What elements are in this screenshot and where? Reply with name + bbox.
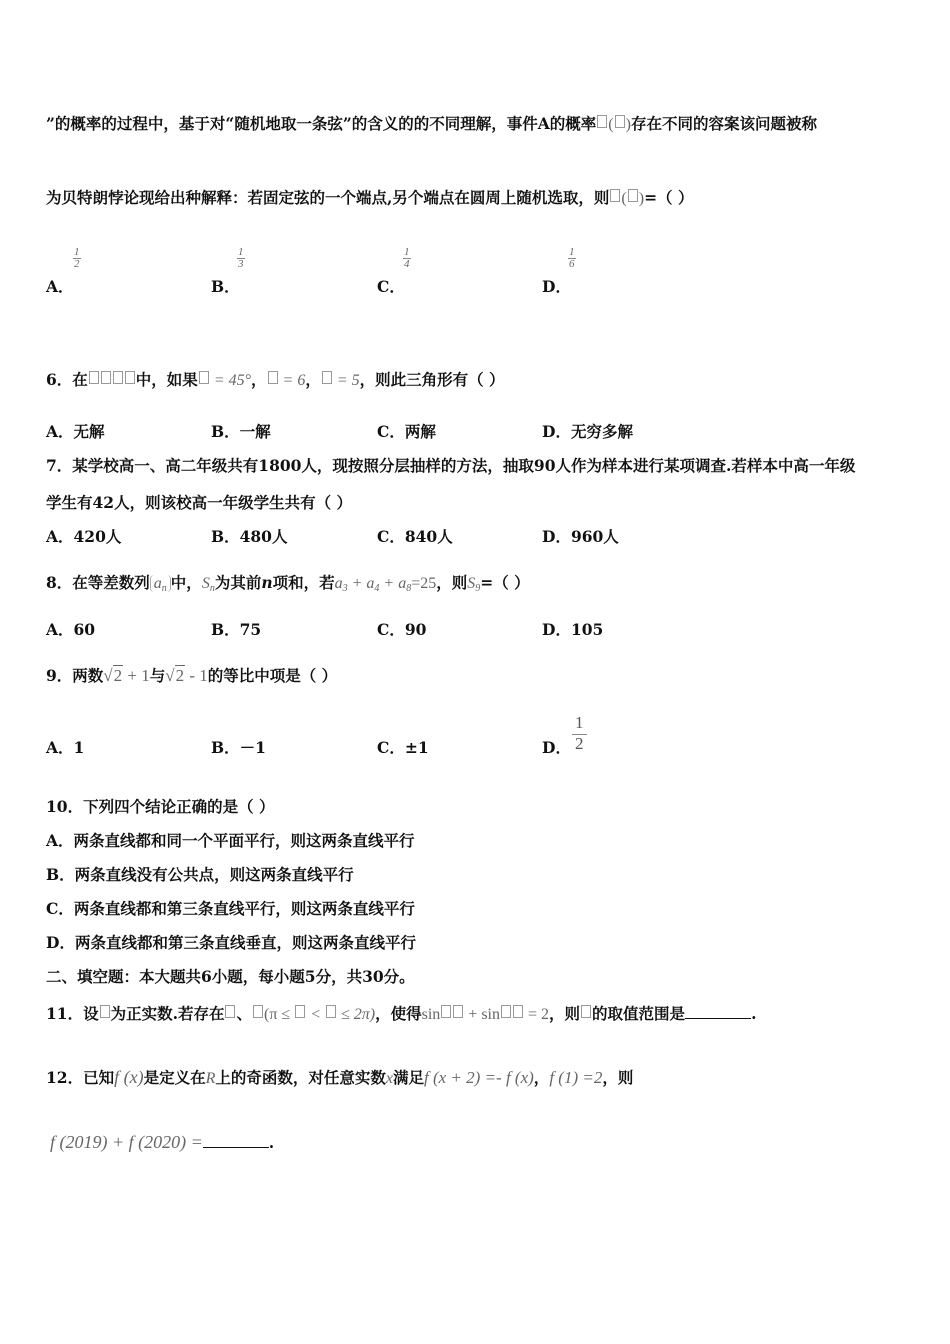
side-b-condition: = 5 <box>321 372 360 389</box>
q8-option-c[interactable]: C．90 <box>377 620 427 639</box>
q7-option-c[interactable]: C．840人 <box>377 527 453 546</box>
intro-text-d: =（ ） <box>644 188 694 207</box>
q11-stem: 11．设 为正实数.若存在 、 (π ≤ < ≤ 2π)，使得sin + sin = 2，则 的取值范围是 . <box>46 1004 757 1023</box>
sequence-symbol: $a_n$ <box>150 575 171 592</box>
sum-symbol: $S_n$ <box>201 575 215 594</box>
q7-stem-line-1: 7．某学校高一、高二年级共有1800人，现按照分层抽样的方法，抽取90人作为样本进行某项调查.若样本中高一年级 <box>46 456 856 475</box>
q6-option-c[interactable]: C．两解 <box>377 422 436 441</box>
q7-option-b[interactable]: B．480人 <box>211 527 288 546</box>
q12-answer-line: f (2019) + f (2020) = . <box>50 1132 275 1152</box>
intro-option-d-fraction: $\frac{1}{6}$ <box>569 246 575 270</box>
sum-condition: $a_3 + a_4 + a_8=25$ <box>334 575 437 594</box>
q6-option-a[interactable]: A．无解 <box>46 422 105 441</box>
prob-formula-image: ( ) <box>596 116 631 133</box>
omega-symbol-image-2 <box>581 1005 591 1018</box>
angle-condition: = 45° <box>198 372 251 389</box>
section-2-heading: 二、填空题：本大题共6小题，每小题5分，共30分。 <box>46 967 415 986</box>
intro-option-b-fraction: $\frac{1}{3}$ <box>238 246 244 270</box>
q7-stem-line-2: 学生有42人，则该校高一年级学生共有（ ） <box>46 493 352 512</box>
sin-equation: sin + sin = 2 <box>421 1006 550 1023</box>
q10-option-b[interactable]: B．两条直线没有公共点，则这两条直线平行 <box>46 865 354 884</box>
q12-stem: 12．已知f (x)是定义在R上的奇函数，对任意实数x满足f (x + 2) =- f (x)，f (1) =2，则 <box>46 1067 634 1087</box>
q9-option-c[interactable]: C．±1 <box>377 738 429 757</box>
intro-text-b: 存在不同的容案该问题被称 <box>630 114 817 133</box>
prob-formula-image-2: ( ) <box>609 190 644 207</box>
intro-text-a: ”的概率的过程中，基于对“随机地取一条弦”的含义的的不同理解，事件A的概率 <box>46 114 597 133</box>
q11-answer-blank[interactable] <box>685 1004 751 1019</box>
q10-stem: 10．下列四个结论正确的是（ ） <box>46 797 275 816</box>
q6-option-d[interactable]: D．无穷多解 <box>542 422 633 441</box>
sqrt2-plus-1: √2 + 1 <box>103 666 150 685</box>
q10-option-a[interactable]: A．两条直线都和同一个平面平行，则这两条直线平行 <box>46 831 415 850</box>
q10-option-c[interactable]: C．两条直线都和第三条直线平行，则这两条直线平行 <box>46 899 415 918</box>
q6-option-b[interactable]: B．一解 <box>211 422 271 441</box>
q9-stem: 9．两数√2 + 1与√2 - 1的等比中项是（ ） <box>46 666 338 685</box>
intro-line-1 <box>46 114 817 135</box>
intro-option-b[interactable]: B． <box>211 277 240 296</box>
fx-symbol: f (x) <box>114 1067 144 1087</box>
q8-option-b[interactable]: B．75 <box>211 620 262 639</box>
s9-symbol: $S_9$ <box>467 575 481 594</box>
r-symbol: R <box>205 1070 216 1087</box>
f1-equation: f (1) =2 <box>549 1068 603 1087</box>
intro-option-a[interactable]: A． <box>46 277 74 296</box>
triangle-symbol-image <box>88 372 136 389</box>
q9-option-a[interactable]: A．1 <box>46 738 85 757</box>
intro-text-c: 为贝特朗悖论现给出种解释：若固定弦的一个端点,另个端点在圆周上随机选取，则 <box>46 188 610 207</box>
q8-option-d[interactable]: D．105 <box>542 620 604 639</box>
omega-symbol-image <box>100 1005 110 1018</box>
sqrt2-minus-1: √2 - 1 <box>165 666 208 685</box>
a-symbol-image <box>225 1005 235 1018</box>
q9-option-b[interactable]: B．－1 <box>211 738 266 757</box>
q9-option-d-fraction: $\frac{1}{2}$ <box>572 714 587 753</box>
intro-line-2 <box>46 188 693 209</box>
intro-option-a-fraction: $\frac{1}{2}$ <box>74 246 80 270</box>
q6-stem: 6．在 中，如果 = 45°， = 6， = 5，则此三角形有（ ） <box>46 370 505 389</box>
intro-option-c-fraction: $\frac{1}{4}$ <box>404 246 410 270</box>
sum-expression: f (2019) + f (2020) = <box>50 1132 203 1152</box>
q8-stem: 8．在等差数列 $a_n$ 中，$S_n$为其前n项和，若$a_3 + a_4 + a_8=25$，则$S_9=$（ ） <box>46 573 530 594</box>
odd-function-equation: f (x + 2) =- f (x) <box>424 1068 534 1087</box>
q10-option-d[interactable]: D．两条直线都和第三条直线垂直，则这两条直线平行 <box>46 933 416 952</box>
side-a-condition: = 6 <box>267 372 306 389</box>
q9-option-d[interactable]: D． <box>542 738 571 757</box>
q12-answer-blank[interactable] <box>203 1133 269 1148</box>
x-symbol: x <box>385 1070 393 1087</box>
q8-option-a[interactable]: A．60 <box>46 620 96 639</box>
intro-option-d[interactable]: D． <box>542 277 571 296</box>
intro-option-c[interactable]: C． <box>377 277 405 296</box>
interval-condition: (π ≤ < ≤ 2π) <box>252 1006 375 1023</box>
q7-option-d[interactable]: D．960人 <box>542 527 619 546</box>
q7-option-a[interactable]: A．420人 <box>46 527 122 546</box>
